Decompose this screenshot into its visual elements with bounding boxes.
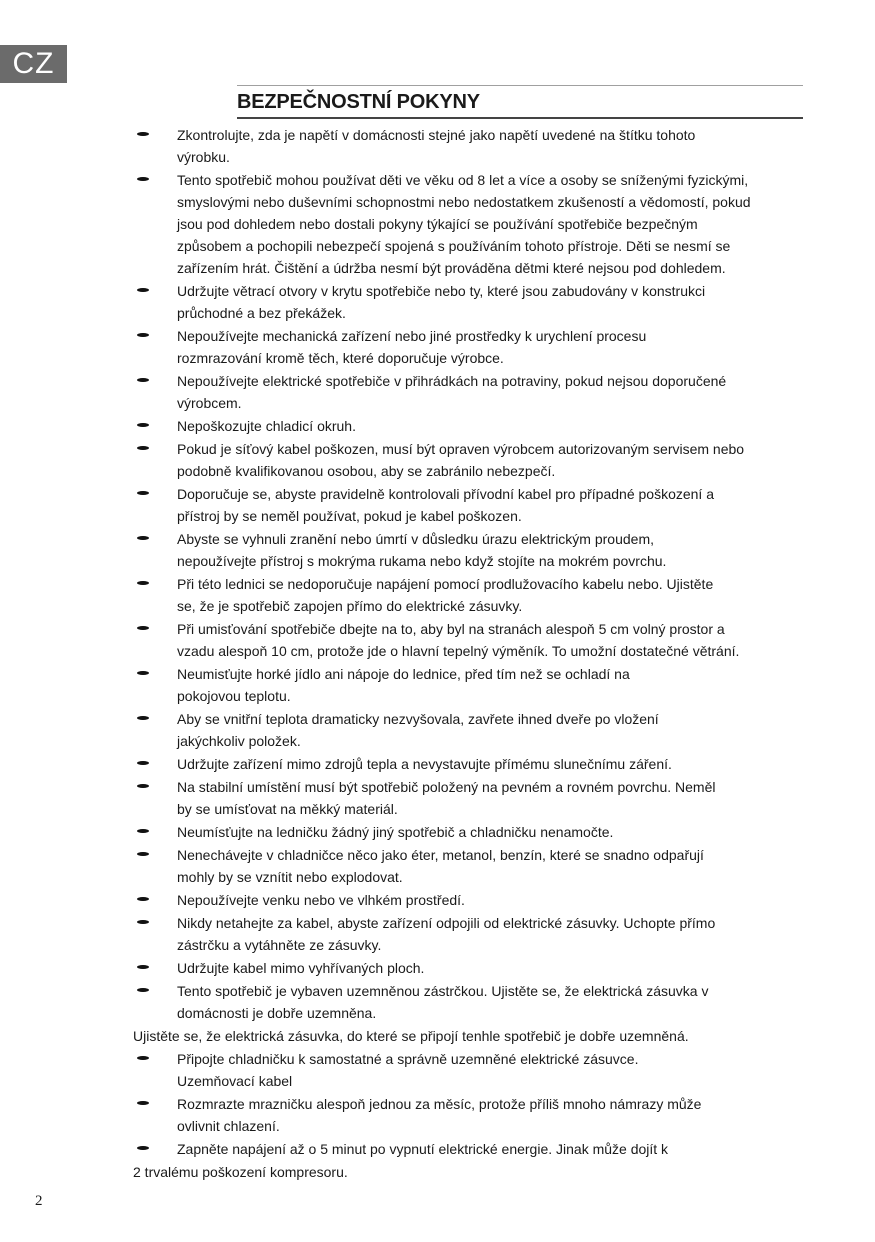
bullet-icon [137, 852, 149, 856]
text-line: Připojte chladničku k samostatné a správně uzemněné elektrické zásuvce. [177, 1051, 639, 1067]
text-line: rozmrazování kromě těch, které doporučuje výrobce. [177, 350, 504, 366]
list-item [0, 325, 875, 369]
title-underline [237, 117, 803, 119]
list-item [0, 415, 875, 437]
text-line: průchodné a bez překážek. [177, 305, 346, 321]
text-line: nepoužívejte přístroj s mokrýma rukama nebo když stojíte na mokrém povrchu. [177, 553, 667, 569]
paragraph [0, 1161, 875, 1183]
safety-instructions-list [0, 124, 875, 1184]
text-line: podobně kvalifikovanou osobou, aby se zabránilo nebezpečí. [177, 463, 556, 479]
list-item [0, 618, 875, 662]
text-line: Aby se vnitřní teplota dramaticky nezvyšovala, zavřete ihned dveře po vložení [177, 711, 659, 727]
list-item [0, 573, 875, 617]
text-line: vzadu alespoň 10 cm, protože jde o hlavní tepelný výměník. To umožní dostatečné větrání. [177, 643, 740, 659]
text-line: Nepoužívejte elektrické spotřebiče v přihrádkách na potraviny, pokud nejsou doporučené [177, 373, 727, 389]
text-line: smyslovými nebo duševními schopnostmi nebo nedostatkem zkušeností a vědomostí, pokud [177, 194, 751, 210]
text-line: Ujistěte se, že elektrická zásuvka, do které se připojí tenhle spotřebič je dobře uzemněná. [133, 1028, 689, 1044]
bullet-icon [137, 446, 149, 450]
list-item [0, 912, 875, 956]
bullet-icon [137, 761, 149, 765]
bullet-icon [137, 784, 149, 788]
text-line: Doporučuje se, abyste pravidelně kontrolovali přívodní kabel pro případné poškození a [177, 486, 714, 502]
bullet-icon [137, 1146, 149, 1150]
bullet-icon [137, 177, 149, 181]
list-item [0, 1138, 875, 1160]
bullet-icon [137, 491, 149, 495]
list-item [0, 776, 875, 820]
list-item [0, 438, 875, 482]
text-line: Rozmrazte mrazničku alespoň jednou za měsíc, protože příliš mnoho námrazy může [177, 1096, 702, 1112]
text-line: zástrčku a vytáhněte ze zásuvky. [177, 937, 382, 953]
text-line: výrobcem. [177, 395, 242, 411]
text-line: Neumisťujte horké jídlo ani nápoje do lednice, před tím než se ochladí na [177, 666, 630, 682]
text-line: Udržujte kabel mimo vyhřívaných ploch. [177, 960, 425, 976]
list-item [0, 889, 875, 911]
text-line: Pokud je síťový kabel poškozen, musí být opraven výrobcem autorizovaným servisem nebo [177, 441, 745, 457]
text-line: Nepoškozujte chladicí okruh. [177, 418, 356, 434]
text-line: se, že je spotřebič zapojen přímo do elektrické zásuvky. [177, 598, 523, 614]
text-line: Neumísťujte na ledničku žádný jiný spotřebič a chladničku nenamočte. [177, 824, 614, 840]
text-line: Nikdy netahejte za kabel, abyste zařízení odpojili od elektrické zásuvky. Uchopte přímo [177, 915, 716, 931]
list-item [0, 528, 875, 572]
bullet-icon [137, 897, 149, 901]
text-line: Udržujte větrací otvory v krytu spotřebiče nebo ty, které jsou zabudovány v konstrukci [177, 283, 706, 299]
page-number: 2 [35, 1193, 43, 1209]
bullet-icon [137, 423, 149, 427]
text-line: Uzemňovací kabel [177, 1073, 293, 1089]
list-item [0, 1093, 875, 1137]
list-item [0, 370, 875, 414]
bullet-icon [137, 988, 149, 992]
list-item [0, 753, 875, 775]
list-item [0, 708, 875, 752]
text-line: Zapněte napájení až o 5 minut po vypnutí elektrické energie. Jinak může dojít k [177, 1141, 669, 1157]
paragraph [0, 1025, 875, 1047]
list-item [0, 663, 875, 707]
text-line: Při této lednici se nedoporučuje napájení pomocí prodlužovacího kabelu nebo. Ujistěte [177, 576, 714, 592]
bullet-icon [137, 536, 149, 540]
list-item [0, 124, 875, 168]
text-line: Udržujte zařízení mimo zdrojů tepla a nevystavujte přímému slunečnímu záření. [177, 756, 672, 772]
list-item [0, 1048, 875, 1092]
text-line: ovlivnit chlazení. [177, 1118, 280, 1134]
list-item [0, 980, 875, 1024]
bullet-icon [137, 920, 149, 924]
text-line: Zkontrolujte, zda je napětí v domácnosti stejné jako napětí uvedené na štítku tohoto [177, 127, 696, 143]
bullet-icon [137, 671, 149, 675]
top-divider [237, 85, 803, 86]
text-line: Tento spotřebič mohou používat děti ve věku od 8 let a více a osoby se sníženými fyzickými, [177, 172, 749, 188]
bullet-icon [137, 965, 149, 969]
text-line: způsobem a pochopili nebezpečí spojená s používáním tohoto přístroje. Děti se nesmí se [177, 238, 731, 254]
bullet-icon [137, 716, 149, 720]
text-line: mohly by se vznítit nebo explodovat. [177, 869, 403, 885]
text-line: Na stabilní umístění musí být spotřebič položený na pevném a rovném povrchu. Neměl [177, 779, 716, 795]
list-item [0, 169, 875, 279]
list-item [0, 957, 875, 979]
text-line: 2 trvalému poškození kompresoru. [133, 1164, 348, 1180]
page-title: BEZPEČNOSTNÍ POKYNY [237, 91, 480, 113]
text-line: domácnosti je dobře uzemněna. [177, 1005, 377, 1021]
text-line: pokojovou teplotu. [177, 688, 291, 704]
list-item [0, 280, 875, 324]
bullet-icon [137, 1056, 149, 1060]
text-line: Abyste se vyhnuli zranění nebo úmrtí v důsledku úrazu elektrickým proudem, [177, 531, 655, 547]
list-item [0, 844, 875, 888]
bullet-icon [137, 626, 149, 630]
bullet-icon [137, 333, 149, 337]
text-line: Tento spotřebič je vybaven uzemněnou zástrčkou. Ujistěte se, že elektrická zásuvka v [177, 983, 709, 999]
bullet-icon [137, 829, 149, 833]
text-line: Nepoužívejte mechanická zařízení nebo jiné prostředky k urychlení procesu [177, 328, 647, 344]
bullet-icon [137, 288, 149, 292]
text-line: jakýchkoliv položek. [177, 733, 301, 749]
text-line: Nepoužívejte venku nebo ve vlhkém prostředí. [177, 892, 465, 908]
text-line: Při umisťování spotřebiče dbejte na to, aby byl na stranách alespoň 5 cm volný prostor a [177, 621, 725, 637]
text-line: zařízením hrát. Čištění a údržba nesmí být prováděna dětmi které nejsou pod dohledem. [177, 260, 726, 276]
bullet-icon [137, 378, 149, 382]
list-item [0, 483, 875, 527]
bullet-icon [137, 1101, 149, 1105]
text-line: výrobku. [177, 149, 230, 165]
list-item [0, 821, 875, 843]
text-line: jsou pod dohledem nebo dostali pokyny týkající se používání spotřebiče bezpečným [177, 216, 698, 232]
text-line: by se umísťovat na měkký materiál. [177, 801, 398, 817]
bullet-icon [137, 132, 149, 136]
bullet-icon [137, 581, 149, 585]
text-line: přístroj by se neměl používat, pokud je kabel poškozen. [177, 508, 522, 524]
language-badge: CZ [0, 45, 67, 83]
text-line: Nenechávejte v chladničce něco jako éter, metanol, benzín, které se snadno odpařují [177, 847, 704, 863]
